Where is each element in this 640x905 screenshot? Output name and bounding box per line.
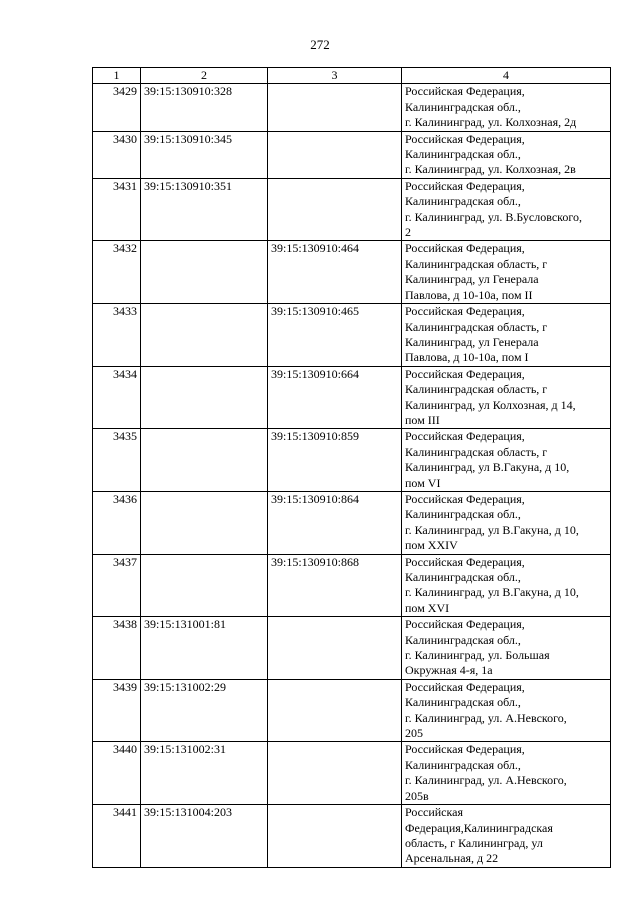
address-line: г. Калининград, ул. В.Бусловского, [405, 209, 583, 224]
row-number: 3431 [93, 178, 141, 241]
address-line: область, г Калининград, ул [405, 835, 543, 850]
address-cell [402, 304, 611, 367]
cadastral-number-col2 [141, 429, 268, 492]
address-cell [402, 805, 611, 868]
cadastral-number-col2: 39:15:131002:31 [141, 742, 268, 805]
row-number: 3435 [93, 429, 141, 492]
address-line: Российская Федерация, [405, 131, 525, 146]
address-cell [402, 366, 611, 429]
address-line: г. Калининград, ул В.Гакуна, д 10, [405, 522, 579, 537]
row-number: 3429 [93, 84, 141, 131]
address-line: г. Калининград, ул. Колхозная, 2д [405, 115, 577, 130]
row-number: 3440 [93, 742, 141, 805]
address-line: пом XXIV [405, 538, 458, 553]
cadastral-number-col2: 39:15:130910:328 [141, 84, 268, 131]
column-header-1: 1 [93, 68, 141, 84]
address-line: Калининград, ул В.Гакуна, д 10, [405, 460, 570, 475]
address-line: Павлова, д 10-10а, пом II [405, 287, 533, 302]
address-line: г. Калининград, ул. Колхозная, 2в [405, 162, 576, 177]
address-line: Окружная 4-я, 1а [405, 663, 493, 678]
cadastral-number-col2 [141, 241, 268, 304]
address-line: Российская Федерация, [405, 554, 525, 569]
address-line: Калининградская область, г [405, 444, 548, 459]
address-line: пом VI [405, 475, 441, 490]
address-line: Калининград, ул Генерала [405, 334, 539, 349]
address-line: Федерация,Калининградская [405, 820, 553, 835]
address-line: Калининградская обл., [405, 507, 521, 522]
cadastral-number-col3: 39:15:130910:464 [268, 241, 402, 304]
address-line: Калининградская обл., [405, 695, 521, 710]
registry-table [92, 67, 611, 868]
address-cell [402, 491, 611, 554]
cadastral-number-col3: 39:15:130910:868 [268, 554, 402, 617]
table-row [93, 178, 611, 241]
cadastral-number-col3 [268, 742, 402, 805]
address-cell [402, 429, 611, 492]
address-line: Павлова, д 10-10а, пом I [405, 350, 529, 365]
address-line: Российская Федерация, [405, 429, 525, 444]
cadastral-number-col2: 39:15:130910:351 [141, 178, 268, 241]
table-row [93, 742, 611, 805]
table-row [93, 366, 611, 429]
cadastral-number-col2 [141, 554, 268, 617]
cadastral-number-col2: 39:15:131001:81 [141, 617, 268, 680]
address-line: Калининградская обл., [405, 757, 521, 772]
address-line: Калининградская область, г [405, 256, 548, 271]
address-line: Калининградская обл., [405, 632, 521, 647]
column-header-3: 3 [268, 68, 402, 84]
address-line: г. Калининград, ул. А.Невского, [405, 710, 567, 725]
column-header-4: 4 [402, 68, 611, 84]
address-line: г. Калининград, ул В.Гакуна, д 10, [405, 585, 579, 600]
row-number: 3430 [93, 131, 141, 178]
table-row [93, 617, 611, 680]
cadastral-number-col2: 39:15:130910:345 [141, 131, 268, 178]
row-number: 3437 [93, 554, 141, 617]
address-line: Российская Федерация, [405, 679, 525, 694]
cadastral-number-col3 [268, 84, 402, 131]
address-line: Калининградская обл., [405, 194, 521, 209]
address-cell [402, 554, 611, 617]
table-row [93, 805, 611, 868]
address-line: Российская Федерация, [405, 491, 525, 506]
row-number: 3433 [93, 304, 141, 367]
cadastral-number-col2 [141, 366, 268, 429]
cadastral-number-col2: 39:15:131004:203 [141, 805, 268, 868]
table-row [93, 554, 611, 617]
cadastral-number-col3 [268, 617, 402, 680]
address-line: Российская Федерация, [405, 366, 525, 381]
address-cell [402, 131, 611, 178]
address-line: Российская Федерация, [405, 304, 525, 319]
address-line: Российская Федерация, [405, 84, 525, 99]
page-number: 272 [310, 37, 330, 52]
cadastral-number-col3: 39:15:130910:465 [268, 304, 402, 367]
cadastral-number-col3: 39:15:130910:664 [268, 366, 402, 429]
table-row [93, 241, 611, 304]
table-row [93, 429, 611, 492]
address-line: Калининград, ул Генерала [405, 272, 539, 287]
address-line: пом XVI [405, 600, 450, 615]
address-cell [402, 617, 611, 680]
address-line: Российская Федерация, [405, 617, 525, 632]
address-line: 205 [405, 726, 423, 741]
table-row [93, 491, 611, 554]
cadastral-number-col3: 39:15:130910:859 [268, 429, 402, 492]
address-line: Калининградская обл., [405, 147, 521, 162]
table-header-row [93, 68, 611, 84]
address-line: Российская Федерация, [405, 241, 525, 256]
address-line: Российская [405, 805, 463, 820]
address-line: Калининградская область, г [405, 319, 548, 334]
address-line: Калининградская обл., [405, 570, 521, 584]
cadastral-number-col3 [268, 131, 402, 178]
cadastral-number-col2: 39:15:131002:29 [141, 679, 268, 742]
table-row [93, 131, 611, 178]
table-row [93, 304, 611, 367]
row-number: 3439 [93, 679, 141, 742]
address-line: г. Калининград, ул. Большая [405, 648, 550, 663]
row-number: 3434 [93, 366, 141, 429]
address-cell [402, 84, 611, 131]
address-line: Калининград, ул Колхозная, д 14, [405, 397, 576, 412]
address-line: пом III [405, 412, 440, 427]
row-number: 3436 [93, 491, 141, 554]
cadastral-number-col3 [268, 178, 402, 241]
address-cell [402, 178, 611, 241]
row-number: 3438 [93, 617, 141, 680]
address-cell [402, 742, 611, 805]
cadastral-number-col2 [141, 304, 268, 367]
address-line: Арсенальная, д 22 [405, 851, 499, 866]
address-line: 2 [405, 225, 411, 240]
row-number: 3441 [93, 805, 141, 868]
address-cell [402, 241, 611, 304]
table-row [93, 679, 611, 742]
address-line: Калининградская обл., [405, 99, 521, 114]
address-line: Калининградская область, г [405, 382, 548, 397]
address-line: 205в [405, 788, 429, 803]
cadastral-number-col3 [268, 805, 402, 868]
row-number: 3432 [93, 241, 141, 304]
address-cell [402, 679, 611, 742]
cadastral-number-col3 [268, 679, 402, 742]
cadastral-number-col3: 39:15:130910:864 [268, 491, 402, 554]
cadastral-number-col2 [141, 491, 268, 554]
address-line: Российская Федерация, [405, 178, 525, 193]
table-row [93, 84, 611, 131]
column-header-2: 2 [141, 68, 268, 84]
table-body [93, 84, 611, 867]
address-line: Российская Федерация, [405, 742, 525, 757]
address-line: г. Калининград, ул. А.Невского, [405, 773, 567, 788]
